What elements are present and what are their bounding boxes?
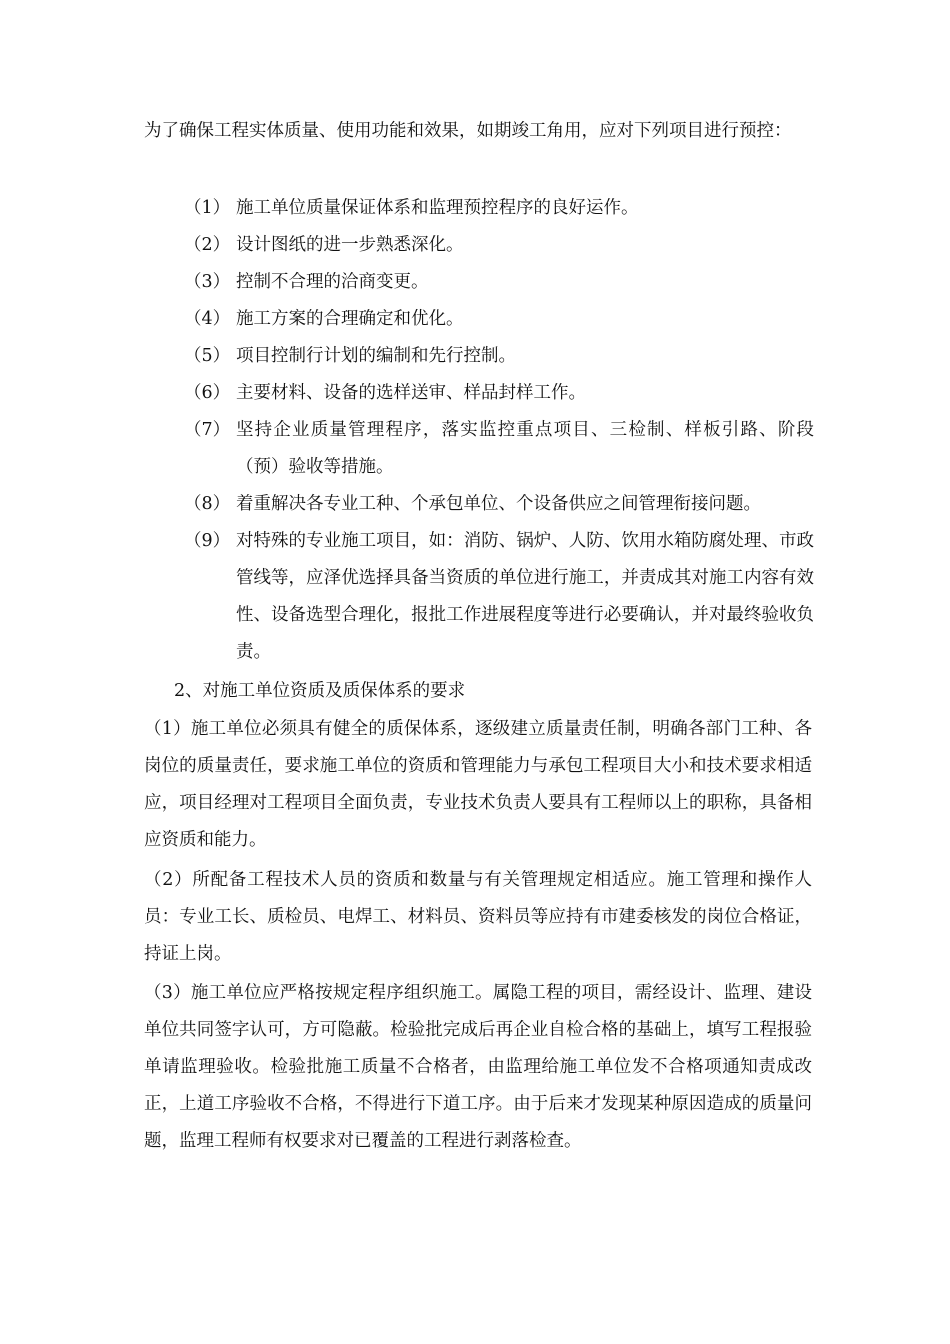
list-item-number: （3） (184, 272, 231, 292)
requirement-paragraph (144, 862, 812, 973)
list-item-number: （4） (184, 309, 231, 329)
list-item-text: 施工方案的合理确定和优化。 (236, 309, 464, 329)
list-item-text: 对特殊的专业施工项目，如：消防、锅炉、人防、饮用水箱防腐处理、市政管线等，应泽优选择具备当资质的单位进行施工，并责成其对施工内容有效性、设备选型合理化，报批工作进展程度等进行必要确认，并对最终验收负责。 (236, 531, 814, 662)
list-item (184, 227, 814, 264)
intro-paragraph: 为了确保工程实体质量、使用功能和效果，如期竣工角用，应对下列项目进行预控： (144, 121, 792, 141)
list-item-number: （7） (184, 420, 231, 440)
requirement-paragraph (144, 975, 812, 1160)
list-item-number: （6） (184, 383, 231, 403)
list-item-number: （2） (184, 235, 231, 255)
list-item (184, 190, 814, 227)
requirement-paragraph (144, 711, 812, 859)
list-item-text: 项目控制行计划的编制和先行控制。 (236, 346, 516, 366)
list-item (184, 264, 814, 301)
list-item (184, 338, 814, 375)
list-item-text: 设计图纸的进一步熟悉深化。 (236, 235, 464, 255)
requirement-text: 施工单位应严格按规定程序组织施工。属隐工程的项目，需经设计、监理、建设单位共同签字认可，方可隐蔽。检验批完成后再企业自检合格的基础上，填写工程报验单请监理验收。检验批施工质量不合格者，由监理给施工单位发不合格项通知责成改正，上道工序验收不合格，不得进行下道工序。由于后来才发现某种原因造成的质量问题，监理工程师有权要求对已覆盖的工程进行剥落检查。 (144, 983, 813, 1151)
list-item (184, 486, 814, 523)
list-item-text: 控制不合理的洽商变更。 (236, 272, 429, 292)
section-heading: 2、对施工单位资质及质保体系的要求 (174, 681, 466, 701)
requirement-text: 所配备工程技术人员的资质和数量与有关管理规定相适应。施工管理和操作人员：专业工长、质检员、电焊工、材料员、资料员等应持有市建委核发的岗位合格证，持证上岗。 (144, 870, 812, 964)
list-item (184, 301, 814, 338)
list-item (184, 523, 814, 671)
list-item (184, 412, 814, 486)
requirement-number: （3） (144, 983, 191, 1003)
list-item-number: （1） (184, 198, 231, 218)
precontrol-list (184, 190, 814, 671)
requirement-text: 施工单位必须具有健全的质保体系，逐级建立质量责任制，明确各部门工种、各岗位的质量责任，要求施工单位的资质和管理能力与承包工程项目大小和技术要求相适应，项目经理对工程项目全面负责，专业技术负责人要具有工程师以上的职称，具备相应资质和能力。 (144, 719, 813, 850)
list-item-text: 着重解决各专业工种、个承包单位、个设备供应之间管理衔接问题。 (236, 494, 761, 514)
list-item-text: 施工单位质量保证体系和监理预控程序的良好运作。 (236, 198, 639, 218)
requirement-number: （2） (144, 870, 193, 890)
list-item-number: （5） (184, 346, 231, 366)
list-item-number: （8） (184, 494, 231, 514)
list-item-text: 坚持企业质量管理程序，落实监控重点项目、三检制、样板引路、阶段（预）验收等措施。 (236, 420, 814, 477)
list-item-text: 主要材料、设备的选样送审、样品封样工作。 (236, 383, 586, 403)
list-item-number: （9） (184, 531, 231, 551)
requirement-number: （1） (144, 719, 191, 739)
list-item (184, 375, 814, 412)
